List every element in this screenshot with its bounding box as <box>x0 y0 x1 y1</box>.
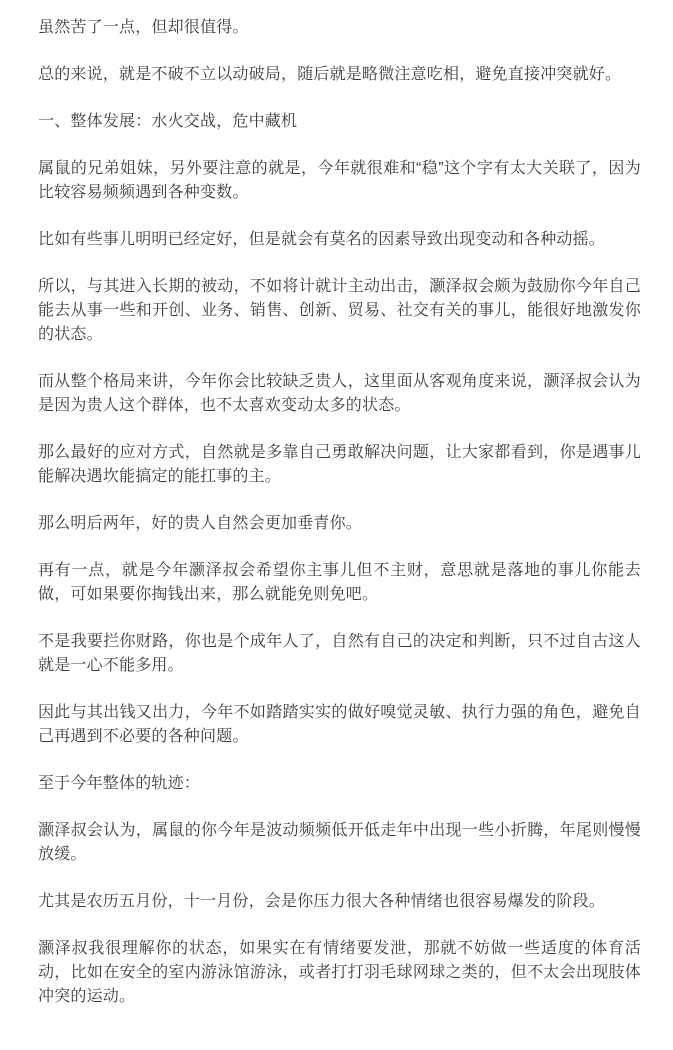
body-paragraph: 那么最好的应对方式，自然就是多靠自己勇敢解决问题，让大家都看到，你是遇事儿能解决遇坎能搞定的能扛事的主。 <box>38 444 641 485</box>
body-paragraph: 灏泽叔会认为，属鼠的你今年是波动频频低开低走年中出现一些小折腾，年尾则慢慢放缓。 <box>38 822 641 863</box>
body-paragraph: 因此与其出钱又出力，今年不如踏踏实实的做好嗅觉灵敏、执行力强的角色，避免自己再遇到不必要的各种问题。 <box>38 704 641 745</box>
body-paragraph: 属鼠的兄弟姐妹，另外要注意的就是，今年就很难和“稳”这个字有太大关联了，因为比较容易频频遇到各种变数。 <box>38 160 641 201</box>
body-paragraph: 比如有些事儿明明已经定好，但是就会有莫名的因素导致出现变动和各种动摇。 <box>38 231 606 248</box>
body-paragraph: 至于今年整体的轨迹： <box>38 775 201 792</box>
body-paragraph: 那么明后两年，好的贵人自然会更加垂青你。 <box>38 515 363 532</box>
section-heading: 一、整体发展：水火交战，危中藏机 <box>38 113 298 130</box>
body-paragraph: 灏泽叔我很理解你的状态，如果实在有情绪要发泄，那就不妨做一些适度的体育活动，比如在安全的室内游泳馆游泳，或者打打羽毛球网球之类的，但不太会出现肢体冲突的运动。 <box>38 940 641 1005</box>
body-paragraph: 尤其是农历五月份，十一月份，会是你压力很大各种情绪也很容易爆发的阶段。 <box>38 893 606 910</box>
body-paragraph: 而从整个格局来讲，今年你会比较缺乏贵人，这里面从客观角度来说，灏泽叔会认为是因为贵人这个群体，也不太喜欢变动太多的状态。 <box>38 373 641 414</box>
intro-paragraph: 总的来说，就是不破不立以动破局，随后就是略微注意吃相，避免直接冲突就好。 <box>38 66 622 83</box>
body-paragraph: 再有一点，就是今年灏泽叔会希望你主事儿但不主财，意思就是落地的事儿你能去做，可如果要你掏钱出来，那么就能免则免吧。 <box>38 562 641 603</box>
body-paragraph: 不是我要拦你财路，你也是个成年人了，自然有自己的决定和判断，只不过自古这人就是一心不能多用。 <box>38 633 641 674</box>
body-paragraph: 所以，与其进入长期的被动，不如将计就计主动出击，灏泽叔会颇为鼓励你今年自己能去从事一些和开创、业务、销售、创新、贸易、社交有关的事儿，能很好地激发你的状态。 <box>38 278 641 343</box>
intro-paragraph: 虽然苦了一点，但却很值得。 <box>38 19 249 36</box>
